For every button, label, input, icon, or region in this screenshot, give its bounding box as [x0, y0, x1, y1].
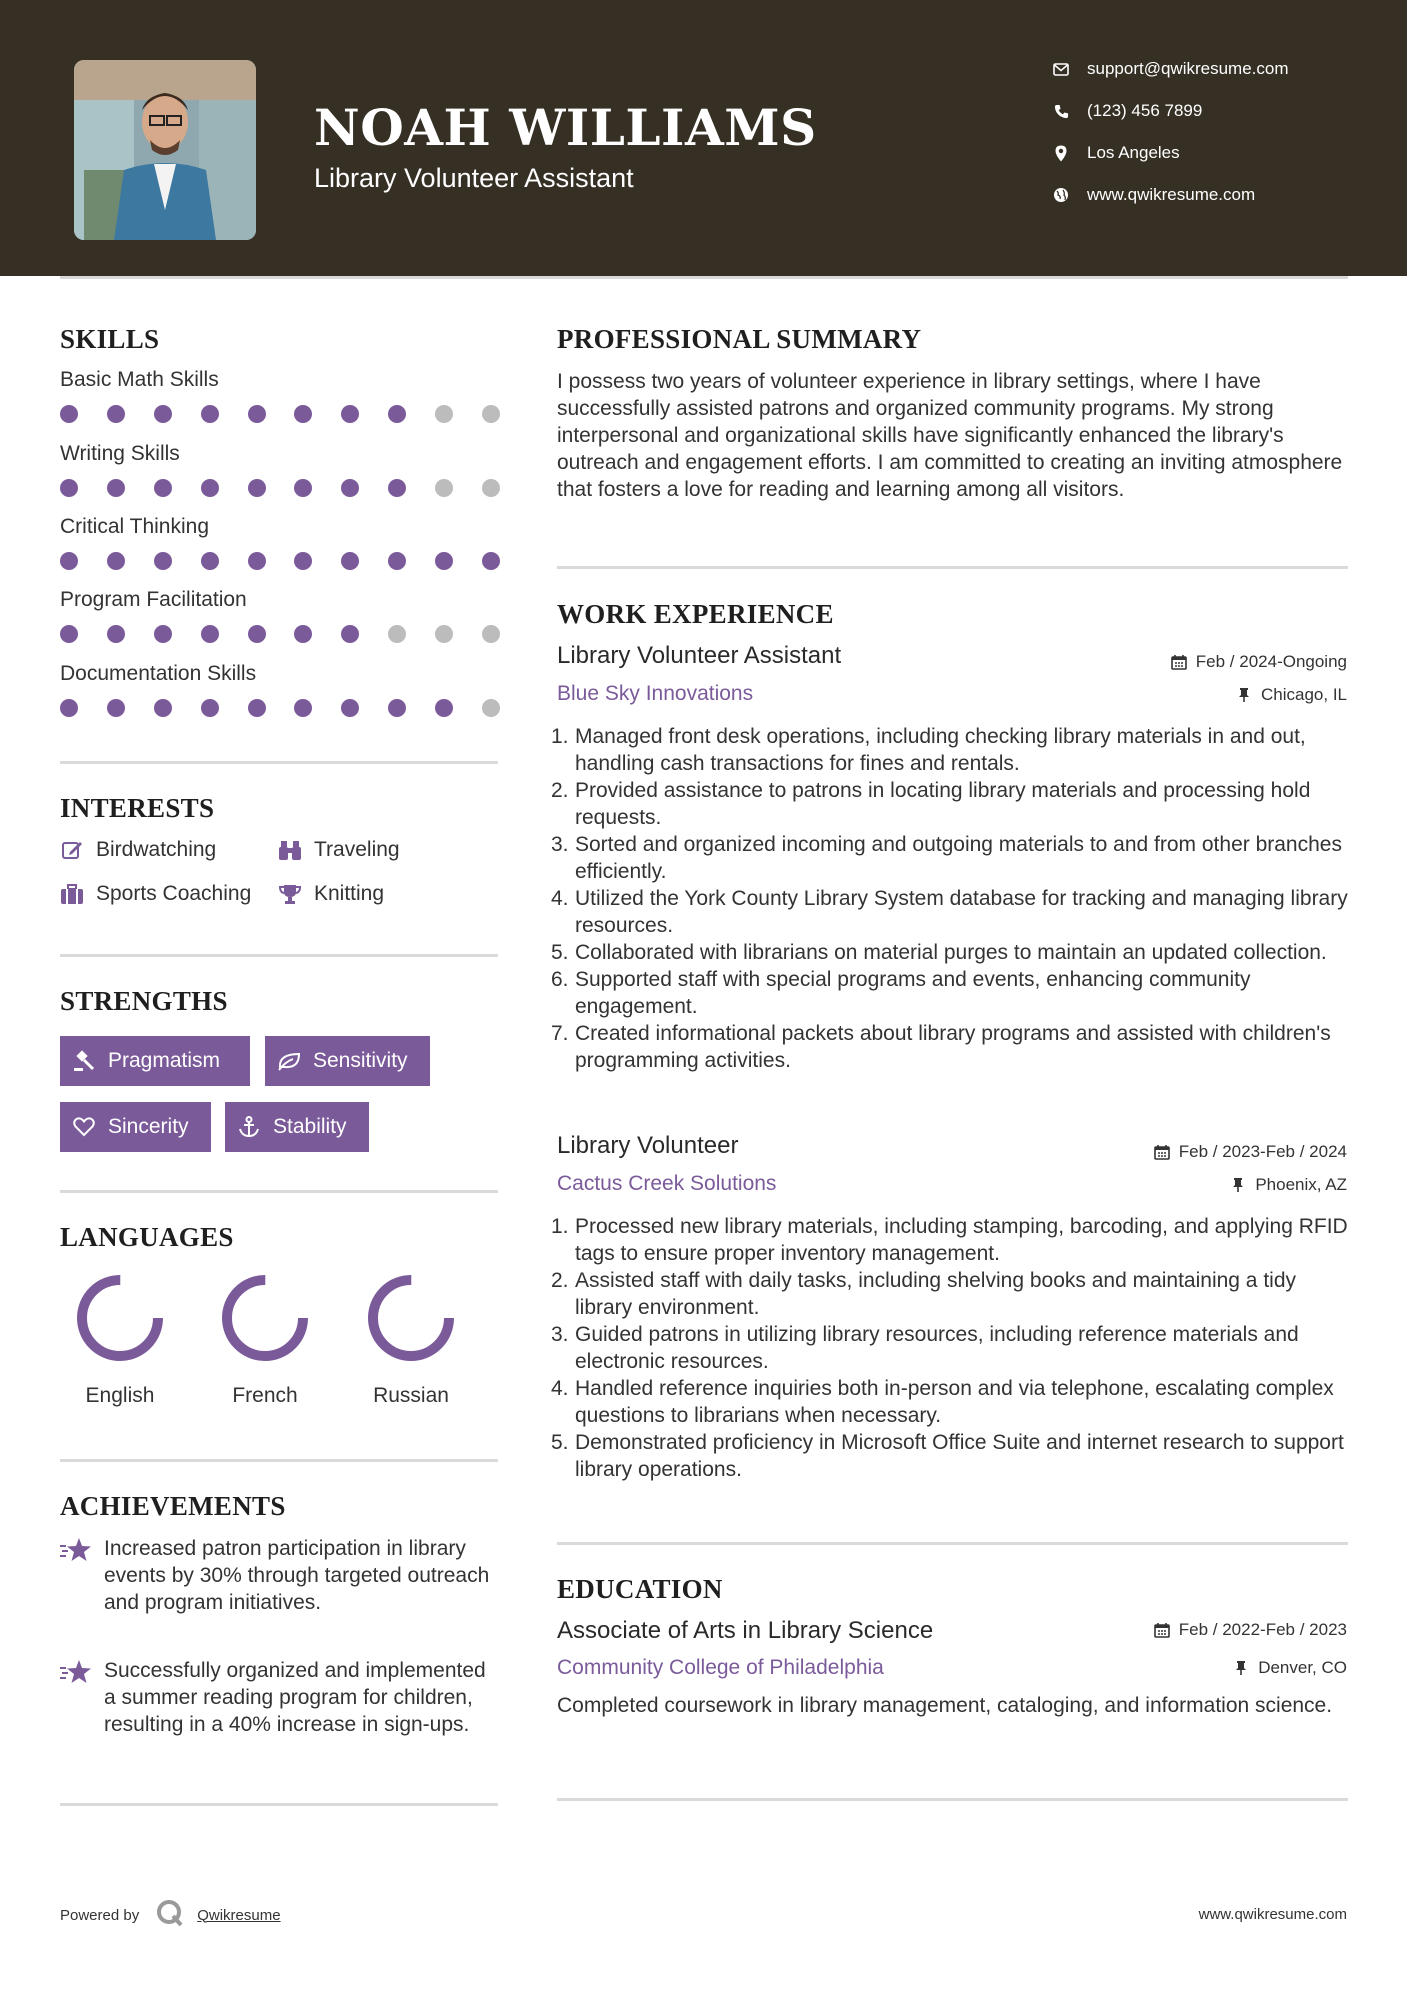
skill-dot-filled — [154, 405, 172, 423]
job-bullet — [551, 966, 1351, 1020]
job-title: Library Volunteer — [557, 1132, 739, 1159]
achievement-item — [60, 1657, 500, 1738]
contact-location-text: Los Angeles — [1087, 143, 1180, 162]
contact-email-text: support@qwikresume.com — [1087, 59, 1289, 78]
skill-rating — [60, 552, 500, 570]
education-date — [1153, 1620, 1347, 1640]
skill-dot-filled — [107, 699, 125, 717]
interest-item — [278, 838, 400, 862]
achievement-text: Increased patron participation in library events by 30% through targeted outreach and program initiatives. — [104, 1537, 490, 1614]
skill-dot-filled — [201, 625, 219, 643]
calendar-icon — [1153, 1143, 1171, 1161]
skill-dot-filled — [435, 552, 453, 570]
skill-dot-filled — [60, 552, 78, 570]
bullet-text: Supported staff with special programs and events, enhancing community engagement. — [575, 968, 1251, 1018]
interest-label: Sports Coaching — [96, 882, 252, 905]
skill-label: Writing Skills — [60, 442, 180, 465]
education-degree: Associate of Arts in Library Science — [557, 1617, 934, 1644]
contact-location — [1050, 140, 1180, 166]
language-item — [210, 1270, 320, 1408]
skill-dot-filled — [248, 625, 266, 643]
language-label: Russian — [373, 1384, 449, 1407]
education-description: Completed coursework in library management, cataloging, and information science. — [557, 1694, 1333, 1717]
skill-label: Basic Math Skills — [60, 368, 219, 391]
job-bullet — [551, 1020, 1351, 1074]
skill-dot-filled — [60, 405, 78, 423]
skill-dot-filled — [388, 405, 406, 423]
section-divider — [60, 1190, 498, 1193]
skill-dot-empty — [435, 405, 453, 423]
strength-chip — [265, 1036, 430, 1086]
skill-label: Program Facilitation — [60, 588, 247, 611]
contact-email[interactable] — [1050, 56, 1289, 82]
candidate-title: Library Volunteer Assistant — [314, 163, 634, 193]
skill-label: Documentation Skills — [60, 662, 257, 685]
skill-dot-filled — [60, 625, 78, 643]
pushpin-icon — [1235, 686, 1253, 704]
pencil-square-icon — [60, 838, 84, 862]
job-bullets — [551, 1213, 1351, 1483]
skill-dot-empty — [435, 479, 453, 497]
skill-dot-filled — [107, 552, 125, 570]
bullet-text: Created informational packets about library programs and assisted with children's programming activities. — [575, 1022, 1331, 1072]
skill-dot-empty — [482, 479, 500, 497]
skill-dot-filled — [341, 479, 359, 497]
skill-dot-filled — [60, 699, 78, 717]
job-bullet — [551, 939, 1351, 966]
pushpin-icon — [1229, 1176, 1247, 1194]
achievement-text: Successfully organized and implemented a summer reading program for children, resulting in a 40% increase in sign-ups. — [104, 1659, 486, 1736]
skill-dot-empty — [388, 625, 406, 643]
interests-heading: INTERESTS — [60, 793, 215, 823]
gavel-icon — [72, 1049, 96, 1073]
job-bullets — [551, 723, 1351, 1074]
contact-phone[interactable] — [1050, 98, 1202, 124]
job-bullet — [551, 1375, 1351, 1429]
heart-icon — [72, 1115, 96, 1139]
strength-chip — [225, 1102, 369, 1152]
section-divider — [557, 566, 1348, 569]
language-ring — [217, 1270, 313, 1366]
powered-by-text: Powered by — [60, 1906, 140, 1924]
skill-dot-filled — [201, 479, 219, 497]
skill-dot-filled — [201, 552, 219, 570]
skill-dot-filled — [154, 552, 172, 570]
skill-rating — [60, 405, 500, 423]
pushpin-icon — [1232, 1659, 1250, 1677]
candidate-name: NOAH WILLIAMS — [314, 98, 817, 157]
skill-dot-filled — [248, 699, 266, 717]
strength-chip — [60, 1102, 211, 1152]
skill-dot-filled — [482, 552, 500, 570]
job-bullet — [551, 885, 1351, 939]
language-label: French — [232, 1384, 298, 1407]
job-date — [1153, 1142, 1347, 1162]
strength-label: Pragmatism — [108, 1049, 221, 1072]
bullet-number: 1. — [551, 725, 569, 748]
language-ring — [72, 1270, 168, 1366]
education-location — [1232, 1658, 1347, 1678]
section-divider — [60, 954, 498, 957]
education-date-text: Feb / 2022-Feb / 2023 — [1178, 1620, 1347, 1639]
skill-dot-filled — [154, 699, 172, 717]
map-pin-icon — [1050, 142, 1072, 164]
language-item — [65, 1270, 175, 1408]
bullet-text: Processed new library materials, including stamping, barcoding, and applying RFID tags to ensure proper inventory management. — [575, 1215, 1348, 1265]
job-location — [1235, 685, 1347, 705]
bullet-text: Handled reference inquiries both in-person and via telephone, escalating complex questions to librarians when necessary. — [575, 1377, 1334, 1427]
education-heading: EDUCATION — [557, 1574, 723, 1604]
bullet-number: 2. — [551, 779, 569, 802]
interest-item — [60, 838, 216, 862]
skill-dot-filled — [154, 479, 172, 497]
job-date — [1170, 652, 1347, 672]
skill-dot-filled — [388, 552, 406, 570]
skill-dot-filled — [341, 405, 359, 423]
job-location-text: Phoenix, AZ — [1255, 1175, 1347, 1194]
skill-dot-filled — [294, 479, 312, 497]
header-divider — [60, 276, 1348, 279]
skill-dot-empty — [482, 699, 500, 717]
interest-item — [278, 882, 384, 906]
skill-dot-filled — [341, 625, 359, 643]
job-bullet — [551, 723, 1351, 777]
strength-label: Stability — [273, 1115, 347, 1138]
footer-website-link[interactable]: www.qwikresume.com — [1198, 1906, 1347, 1923]
bullet-number: 1. — [551, 1215, 569, 1238]
achievements-heading: ACHIEVEMENTS — [60, 1491, 286, 1521]
bullet-number: 5. — [551, 1431, 569, 1454]
envelope-icon — [1050, 58, 1072, 80]
job-company: Blue Sky Innovations — [557, 682, 754, 705]
job-bullet — [551, 1429, 1351, 1483]
language-ring — [363, 1270, 459, 1366]
skill-dot-filled — [435, 699, 453, 717]
languages-heading: LANGUAGES — [60, 1222, 234, 1252]
binoculars-icon — [278, 838, 302, 862]
star-icon — [60, 1537, 92, 1565]
resume-header — [0, 0, 1407, 276]
footer-powered-by — [60, 1898, 281, 1932]
section-divider — [60, 761, 498, 764]
achievement-item — [60, 1535, 500, 1616]
bullet-number: 6. — [551, 968, 569, 991]
job-bullet — [551, 831, 1351, 885]
trophy-icon — [278, 882, 302, 906]
bullet-number: 3. — [551, 833, 569, 856]
skill-dot-filled — [294, 552, 312, 570]
star-icon — [60, 1659, 92, 1687]
job-bullet — [551, 1213, 1351, 1267]
bullet-text: Utilized the York County Library System database for tracking and managing library resources. — [575, 887, 1348, 937]
summary-heading: PROFESSIONAL SUMMARY — [557, 324, 922, 354]
bullet-text: Sorted and organized incoming and outgoing materials to and from other branches efficiently. — [575, 833, 1342, 883]
skill-dot-filled — [154, 625, 172, 643]
interest-label: Knitting — [314, 882, 385, 905]
bullet-number: 7. — [551, 1022, 569, 1045]
bullet-text: Managed front desk operations, including checking library materials in and out, handling cash transactions for fines and rentals. — [575, 725, 1306, 775]
language-item — [356, 1270, 466, 1408]
interest-item — [60, 882, 251, 906]
bullet-number: 4. — [551, 887, 569, 910]
job-bullet — [551, 1321, 1351, 1375]
education-location-text: Denver, CO — [1258, 1658, 1347, 1677]
skills-heading: SKILLS — [60, 324, 160, 354]
skill-dot-filled — [107, 625, 125, 643]
summary-text: I possess two years of volunteer experience in library settings, where I have successfully assisted patrons and organized community programs. My strong interpersonal and organizational skills have significantly enhanced the library's outreach and engagement efforts. I am committed to creating an inviting atmosphere that fosters a love for reading and learning among all visitors. — [557, 370, 1343, 501]
skill-dot-empty — [482, 405, 500, 423]
job-location-text: Chicago, IL — [1261, 685, 1347, 704]
job-bullet — [551, 1267, 1351, 1321]
skill-dot-filled — [201, 699, 219, 717]
briefcase-icon — [60, 882, 84, 906]
anchor-icon — [237, 1115, 261, 1139]
interest-label: Traveling — [314, 838, 400, 861]
skill-dot-filled — [341, 552, 359, 570]
job-title: Library Volunteer Assistant — [557, 642, 842, 669]
leaf-icon — [277, 1049, 301, 1073]
job-date-text: Feb / 2023-Feb / 2024 — [1178, 1142, 1347, 1161]
skill-dot-filled — [341, 699, 359, 717]
education-school: Community College of Philadelphia — [557, 1656, 884, 1679]
phone-icon — [1050, 100, 1072, 122]
contact-website[interactable] — [1050, 182, 1255, 208]
section-divider — [557, 1798, 1348, 1801]
bullet-number: 3. — [551, 1323, 569, 1346]
job-date-text: Feb / 2024-Ongoing — [1195, 652, 1347, 671]
strength-label: Sensitivity — [313, 1049, 408, 1072]
qwikresume-link[interactable]: Qwikresume — [197, 1906, 281, 1924]
job-bullet — [551, 777, 1351, 831]
globe-icon — [1050, 184, 1072, 206]
skill-rating — [60, 625, 500, 643]
skill-dot-empty — [435, 625, 453, 643]
strength-label: Sincerity — [108, 1115, 189, 1138]
skill-dot-filled — [201, 405, 219, 423]
bullet-text: Guided patrons in utilizing library resources, including reference materials and electronic resources. — [575, 1323, 1299, 1373]
skill-dot-filled — [294, 699, 312, 717]
skill-dot-filled — [294, 625, 312, 643]
interest-label: Birdwatching — [96, 838, 217, 861]
language-label: English — [85, 1384, 155, 1407]
bullet-text: Demonstrated proficiency in Microsoft Office Suite and internet research to support library operations. — [575, 1431, 1344, 1481]
section-divider — [557, 1542, 1348, 1545]
job-company: Cactus Creek Solutions — [557, 1172, 777, 1195]
job-location — [1229, 1175, 1347, 1195]
bullet-number: 2. — [551, 1269, 569, 1292]
bullet-text: Assisted staff with daily tasks, including shelving books and maintaining a tidy library environment. — [575, 1269, 1297, 1319]
bullet-number: 4. — [551, 1377, 569, 1400]
contact-phone-text: (123) 456 7899 — [1087, 101, 1203, 120]
section-divider — [60, 1459, 498, 1462]
skill-dot-filled — [248, 405, 266, 423]
bullet-text: Provided assistance to patrons in locating library materials and processing hold requests. — [575, 779, 1311, 829]
skill-rating — [60, 699, 500, 717]
experience-heading: WORK EXPERIENCE — [557, 599, 834, 629]
skill-dot-filled — [248, 552, 266, 570]
section-divider — [60, 1803, 498, 1806]
skill-dot-filled — [248, 479, 266, 497]
calendar-icon — [1153, 1621, 1171, 1639]
skill-dot-filled — [107, 479, 125, 497]
skill-dot-empty — [482, 625, 500, 643]
profile-photo — [74, 60, 256, 240]
skill-dot-filled — [388, 699, 406, 717]
skill-dot-filled — [388, 479, 406, 497]
skill-dot-filled — [294, 405, 312, 423]
strengths-heading: STRENGTHS — [60, 986, 228, 1016]
skill-dot-filled — [107, 405, 125, 423]
contact-website-text: www.qwikresume.com — [1087, 185, 1256, 204]
bullet-text: Collaborated with librarians on material purges to maintain an updated collection. — [575, 941, 1327, 964]
strength-chip — [60, 1036, 250, 1086]
qwikresume-logo-icon — [155, 1898, 185, 1932]
skill-rating — [60, 479, 500, 497]
skill-dot-filled — [60, 479, 78, 497]
calendar-icon — [1170, 653, 1188, 671]
skill-label: Critical Thinking — [60, 515, 209, 538]
bullet-number: 5. — [551, 941, 569, 964]
